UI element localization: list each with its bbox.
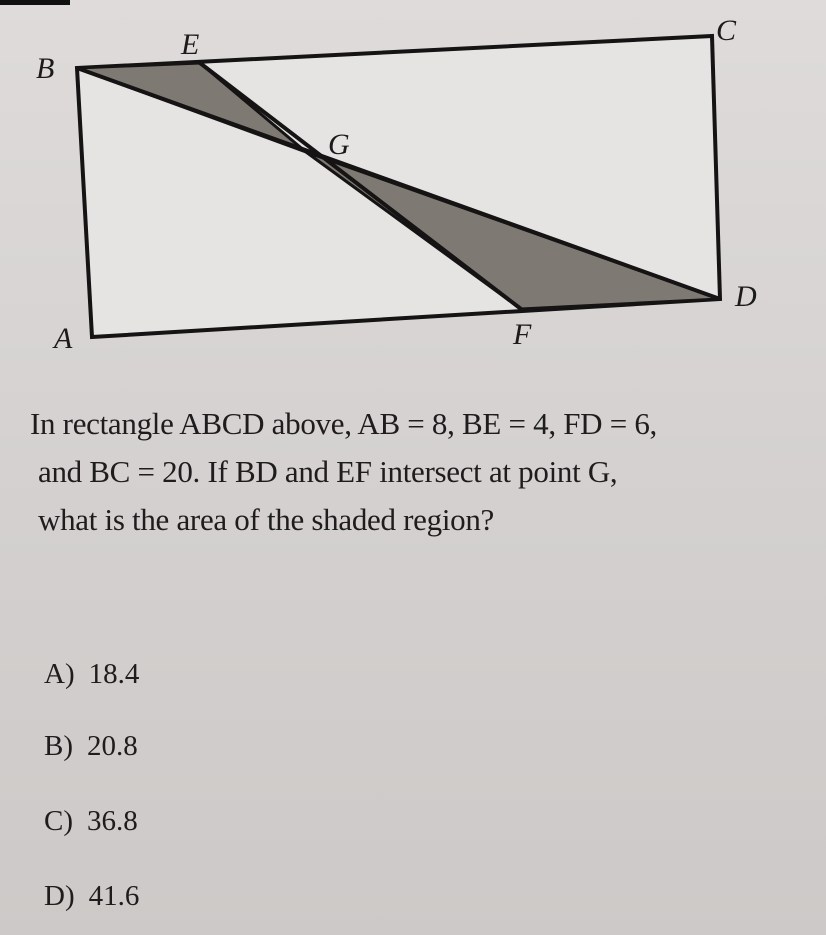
question-line-1: In rectangle ABCD above, AB = 8, BE = 4, FD = 6, (30, 406, 657, 441)
choice-letter: A) (44, 658, 75, 690)
label-d: D (735, 280, 757, 313)
label-b: B (36, 52, 55, 85)
label-c: C (716, 14, 737, 47)
choice-value: 36.8 (87, 805, 138, 837)
choice-value: 20.8 (87, 730, 138, 762)
choice-letter: C) (44, 805, 73, 837)
label-a: A (54, 322, 73, 355)
choice-value: 18.4 (88, 658, 140, 690)
question-line-3: what is the area of the shaded region? (38, 502, 494, 537)
choice-a[interactable] (44, 658, 139, 691)
label-f: F (513, 318, 532, 351)
choice-value: 41.6 (88, 880, 140, 912)
choice-letter: B) (44, 730, 73, 762)
choice-b[interactable] (44, 730, 138, 763)
choice-letter: D) (44, 880, 75, 912)
geometry-figure (0, 0, 826, 360)
choice-c[interactable] (44, 805, 138, 838)
label-e: E (181, 28, 200, 61)
rectangle-diagram (0, 0, 826, 360)
question-text (30, 400, 810, 544)
choice-d[interactable] (44, 880, 139, 913)
label-g: G (328, 128, 350, 161)
question-line-2: and BC = 20. If BD and EF intersect at point G, (38, 454, 618, 489)
